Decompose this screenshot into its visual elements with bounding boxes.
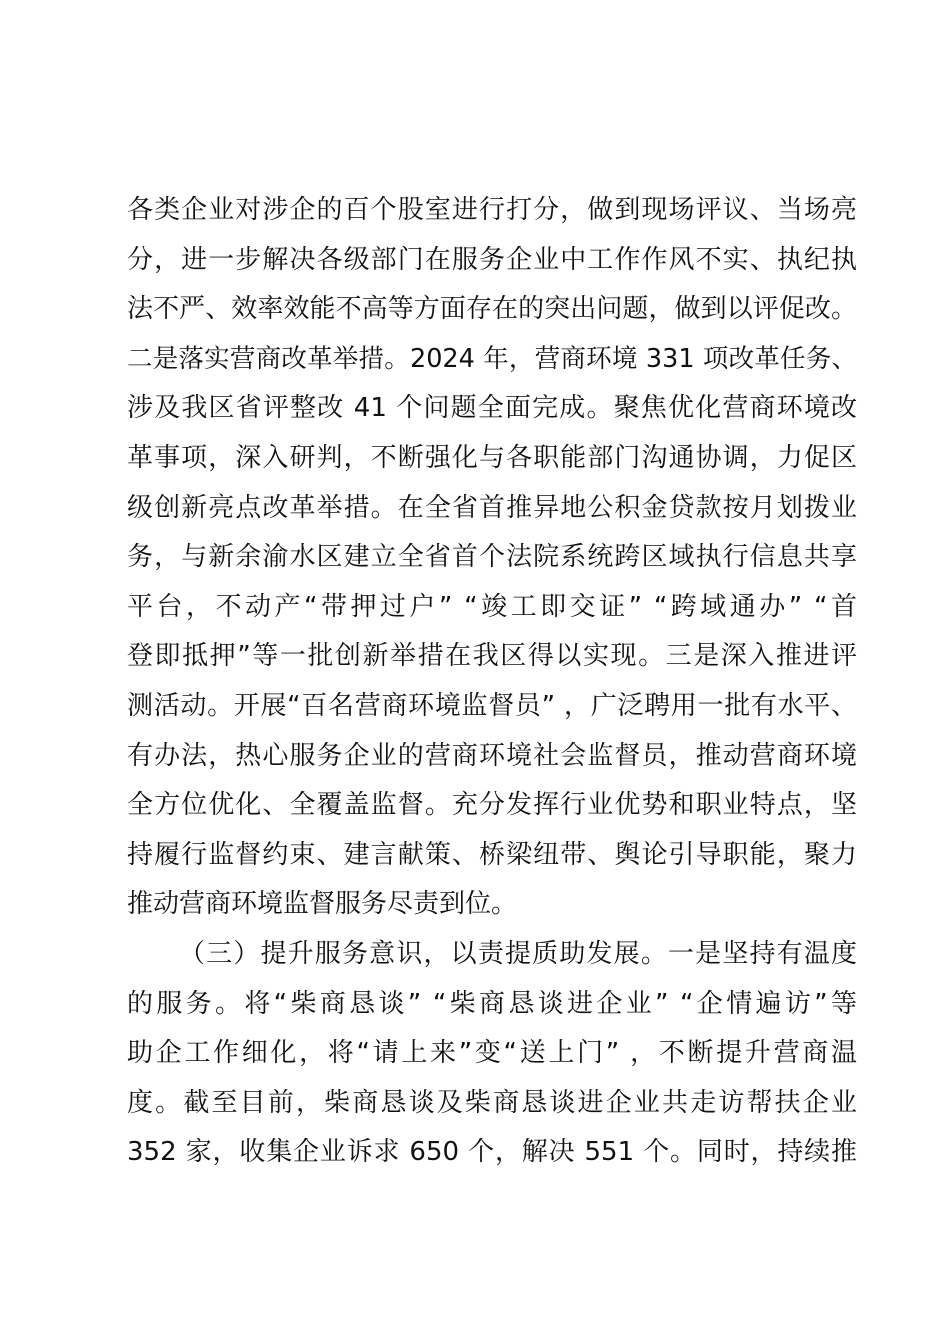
text-line-2: 分，进一步解决各级部门在服务企业中工作作风不实、执纪执 <box>127 244 857 275</box>
text-line-6: 革事项，深入研判，不断强化与各职能部门沟通协调，力促区 <box>127 442 857 473</box>
text-line-19: 度。截至目前，柴商恳谈及柴商恳谈进企业共走访帮扶企业 <box>127 1087 857 1118</box>
text-line-17: 的服务。将“柴商恳谈” “柴商恳谈进企业” “企情遍访”等 <box>127 988 857 1019</box>
text-line-10: 登即抵押”等一批创新举措在我区得以实现。三是深入推进评 <box>127 641 857 672</box>
text-line-9: 平台，不动产“带押过户” “竣工即交证” “跨域通办” “首 <box>127 591 857 622</box>
body-text <box>127 186 857 1178</box>
text-line-3: 法不严、效率效能不高等方面存在的突出问题，做到以评促改。 <box>127 294 857 325</box>
text-line-14: 持履行监督约束、建言献策、桥梁纽带、舆论引导职能，聚力 <box>127 839 857 870</box>
text-line-4: 二是落实营商改革举措。2024 年，营商环境 331 项改革任务、 <box>127 343 857 374</box>
text-line-8: 务，与新余渝水区建立全省首个法院系统跨区域执行信息共享 <box>127 542 857 573</box>
section-heading-line: （三）提升服务意识，以责提质助发展。一是坚持有温度 <box>179 938 857 969</box>
text-line-20: 352 家，收集企业诉求 650 个，解决 551 个。同时，持续推 <box>127 1137 857 1168</box>
text-line-5: 涉及我区省评整改 41 个问题全面完成。聚焦优化营商环境改 <box>127 393 857 424</box>
text-line-12: 有办法，热心服务企业的营商环境社会监督员，推动营商环境 <box>127 740 857 771</box>
text-line-18: 助企工作细化，将“请上来”变“送上门” ，不断提升营商温 <box>127 1038 857 1069</box>
text-line-1: 各类企业对涉企的百个股室进行打分，做到现场评议、当场亮 <box>127 195 857 225</box>
text-line-15: 推动营商环境监督服务尽责到位。 <box>127 889 518 920</box>
text-line-7: 级创新亮点改革举措。在全省首推异地公积金贷款按月划拨业 <box>127 492 857 523</box>
text-line-13: 全方位优化、全覆盖监督。充分发挥行业优势和职业特点，坚 <box>127 790 857 821</box>
text-line-11: 测活动。开展“百名营商环境监督员” ，广泛聘用一批有水平、 <box>127 690 857 721</box>
